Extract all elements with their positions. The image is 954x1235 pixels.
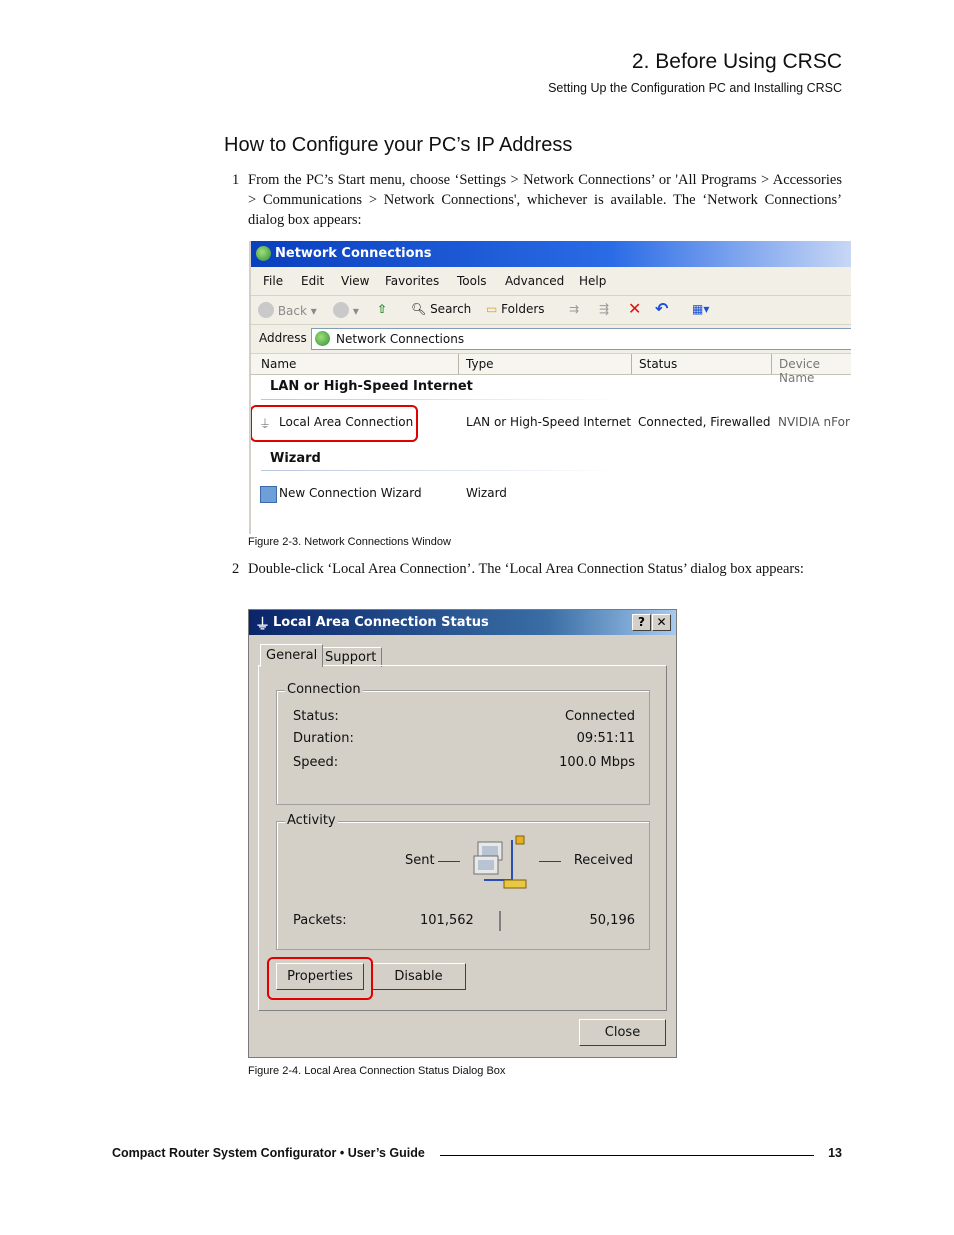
- activity-group: [276, 813, 650, 950]
- network-globe-icon: [315, 331, 330, 346]
- item-type: LAN or High-Speed Internet: [466, 415, 632, 429]
- lan-connection-icon: ⏚: [259, 417, 272, 431]
- copy-to-icon[interactable]: ⇶: [599, 302, 610, 316]
- item-device: NVIDIA nFor: [778, 415, 850, 429]
- speed-value: 100.0 Mbps: [559, 755, 635, 770]
- delete-icon[interactable]: ✕: [628, 299, 642, 318]
- up-folder-icon[interactable]: ⇧: [377, 302, 388, 316]
- item-name[interactable]: Local Area Connection: [279, 415, 414, 429]
- search-label: Search: [430, 302, 472, 316]
- step-text: Double-click ‘Local Area Connection’. The ‘Local Area Connection Status’ dialog box appears:: [248, 561, 804, 577]
- packets-divider: [499, 911, 501, 931]
- activity-legend: Activity: [287, 813, 336, 828]
- menu-advanced[interactable]: Advanced: [505, 274, 565, 288]
- search-icon: 🔍︎: [411, 302, 427, 316]
- step-number: 2: [232, 561, 240, 577]
- help-button[interactable]: ?: [632, 614, 651, 631]
- received-label: Received: [573, 853, 633, 868]
- footer-product: Compact Router System Configurator: [112, 1146, 337, 1160]
- lac-status-dialog: [248, 609, 677, 1058]
- item-type: Wizard: [466, 486, 507, 500]
- menu-edit[interactable]: Edit: [301, 274, 325, 288]
- footer-guide: User’s Guide: [347, 1146, 425, 1160]
- connection-legend: Connection: [287, 682, 361, 697]
- dialog-title: Local Area Connection Status: [273, 615, 489, 630]
- window-titlebar: [251, 241, 851, 267]
- move-to-icon[interactable]: ⇉: [569, 302, 580, 316]
- close-x-button[interactable]: ✕: [652, 614, 671, 631]
- back-label: Back: [277, 304, 307, 318]
- address-field[interactable]: [311, 328, 851, 350]
- step-1: [232, 170, 842, 230]
- network-globe-icon: [256, 246, 271, 261]
- folders-label: Folders: [501, 302, 545, 316]
- figure-caption-2: Figure 2-4. Local Area Connection Status Dialog Box: [248, 1065, 506, 1077]
- col-device-name[interactable]: Device Name: [779, 357, 821, 385]
- back-button[interactable]: Back ▾: [258, 302, 317, 318]
- menu-file[interactable]: File: [263, 274, 284, 288]
- dialog-titlebar: [249, 610, 676, 635]
- folder-icon: ▭: [486, 302, 498, 316]
- status-value: Connected: [564, 709, 635, 724]
- undo-icon[interactable]: ↶: [655, 299, 669, 318]
- menu-tools[interactable]: Tools: [457, 274, 487, 288]
- connection-group: [276, 682, 650, 805]
- duration-label: Duration:: [293, 731, 354, 746]
- step-2: [232, 559, 842, 579]
- menu-help[interactable]: Help: [579, 274, 607, 288]
- sent-label: Sent: [405, 853, 435, 868]
- forward-button[interactable]: ▾: [333, 302, 359, 318]
- item-status: Connected, Firewalled: [638, 415, 771, 429]
- disable-button[interactable]: Disable: [371, 963, 466, 990]
- chapter-title: 2. Before Using CRSC: [631, 50, 842, 73]
- lan-connection-icon: ⏚: [255, 615, 271, 633]
- highlight-box: [250, 405, 418, 442]
- duration-value: 09:51:11: [576, 731, 635, 746]
- step-number: 1: [232, 172, 240, 188]
- address-bar: [251, 325, 851, 354]
- group-wizard-heading: Wizard: [270, 451, 321, 466]
- step-text: From the PC’s Start menu, choose ‘Settings > Network Connections’ or 'All Programs > Accessories > Communications > Network Connections', whichever is available. The ‘Network Connections’ dialog box appears:: [248, 172, 842, 228]
- network-connections-window: [249, 241, 851, 534]
- item-name[interactable]: New Connection Wizard: [279, 486, 422, 500]
- back-arrow-icon: [258, 302, 274, 318]
- packets-label: Packets:: [293, 913, 347, 928]
- status-label: Status:: [293, 709, 339, 724]
- tab-general[interactable]: General: [260, 644, 323, 667]
- col-name[interactable]: Name: [261, 357, 297, 371]
- search-button[interactable]: [411, 302, 471, 316]
- page-number: 13: [828, 1146, 842, 1160]
- footer-title: [112, 1146, 425, 1160]
- address-value: Network Connections: [336, 332, 465, 346]
- menu-bar: [251, 267, 851, 296]
- close-button[interactable]: Close: [579, 1019, 666, 1046]
- received-packets-value: 50,196: [589, 913, 635, 928]
- window-title: Network Connections: [275, 246, 432, 261]
- forward-arrow-icon: [333, 302, 349, 318]
- col-type[interactable]: Type: [466, 357, 494, 371]
- menu-favorites[interactable]: Favorites: [385, 274, 440, 288]
- col-status[interactable]: Status: [639, 357, 678, 371]
- toolbar: [251, 296, 851, 325]
- footer-rule: [440, 1155, 814, 1156]
- highlight-box: [267, 957, 373, 1000]
- footer-bullet: •: [339, 1146, 345, 1160]
- menu-view[interactable]: View: [341, 274, 370, 288]
- folders-button[interactable]: [486, 302, 545, 316]
- speed-label: Speed:: [293, 755, 339, 770]
- views-icon[interactable]: ▦▾: [692, 302, 710, 316]
- section-title: How to Configure your PC’s IP Address: [224, 134, 573, 156]
- network-activity-icon: [472, 832, 538, 894]
- chapter-subtitle: Setting Up the Configuration PC and Installing CRSC: [548, 81, 842, 95]
- wizard-icon: [260, 486, 277, 503]
- sent-packets-value: 101,562: [420, 913, 474, 928]
- figure-caption-1: Figure 2-3. Network Connections Window: [248, 536, 451, 548]
- column-headers: [251, 354, 851, 385]
- tab-support[interactable]: Support: [319, 647, 382, 667]
- group-lan-heading: LAN or High-Speed Internet: [270, 379, 473, 394]
- properties-button[interactable]: Properties: [276, 963, 364, 990]
- address-label: Address: [259, 331, 307, 345]
